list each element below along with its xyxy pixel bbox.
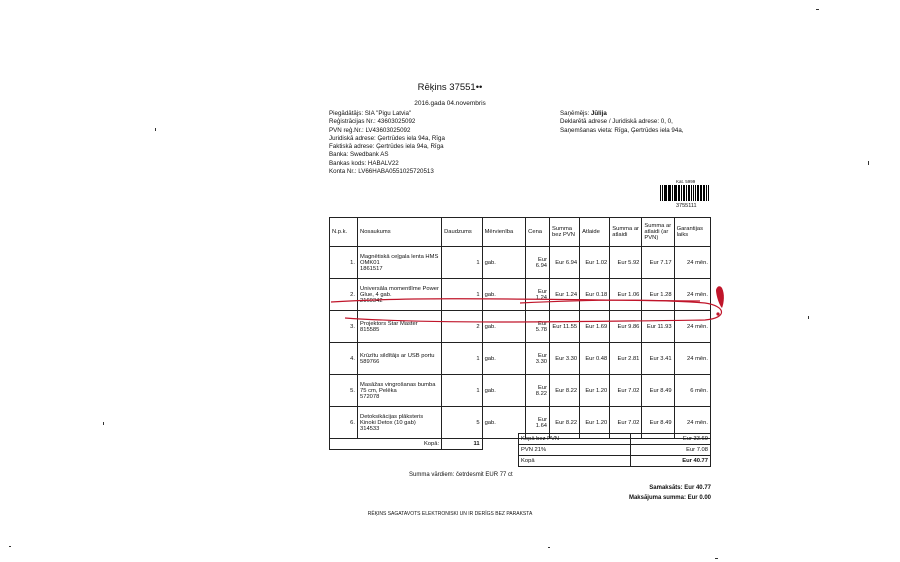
summary-value: Eur 7.08 <box>630 445 710 456</box>
supplier-line: PVN reģ.Nr.: LV43603025092 <box>329 126 411 134</box>
item-discount: Eur 0.18 <box>580 279 610 311</box>
item-after-discount: Eur 7.02 <box>610 375 642 407</box>
item-price: Eur 6.94 <box>526 247 550 279</box>
row-number: 1. <box>330 247 358 279</box>
item-gross: Eur 7.17 <box>642 247 674 279</box>
item-discount: Eur 1.20 <box>580 407 610 439</box>
item-unit: gab. <box>482 375 526 407</box>
scan-speck <box>715 558 718 559</box>
item-warranty: 24 mēn. <box>674 311 710 343</box>
item-price: Eur 1.64 <box>526 407 550 439</box>
total-label: Kopā: <box>330 439 442 450</box>
scan-speck <box>868 161 869 165</box>
summary-label: Kopā bez PVN <box>519 434 631 445</box>
supplier-line: Konta Nr.: LV66HABA0551025720513 <box>329 168 434 176</box>
summary-label: Kopā <box>519 456 631 467</box>
item-warranty: 24 mēn. <box>674 279 710 311</box>
scan-speck <box>9 546 11 547</box>
item-gross: Eur 3.41 <box>642 343 674 375</box>
scan-speck <box>103 422 104 425</box>
barcode-kat: Kat. 5999 <box>676 179 696 184</box>
col-header: Mērvienība <box>482 218 526 247</box>
item-after-discount: Eur 9.86 <box>610 311 642 343</box>
item-gross: Eur 8.49 <box>642 407 674 439</box>
item-discount: Eur 0.48 <box>580 343 610 375</box>
footer-note: RĒĶINS SAGATAVOTS ELEKTRONISKI UN IR DERĪGS BEZ PARAKSTA <box>367 511 533 517</box>
receiver-label: Saņēmējs: <box>560 110 591 117</box>
scan-speck <box>155 128 156 131</box>
item-net: Eur 6.94 <box>550 247 580 279</box>
col-header: Summa bez PVN <box>550 218 580 247</box>
total-qty: 11 <box>442 439 482 450</box>
col-header: Summa ar atlaidi <box>610 218 642 247</box>
col-header: Nosaukums <box>358 218 442 247</box>
row-number: 4. <box>330 343 358 375</box>
supplier-line: Faktiskā adrese: Ģertrūdes iela 94a, Rīga <box>329 143 444 151</box>
item-qty: 5 <box>442 407 482 439</box>
scan-speck <box>548 547 550 548</box>
receiver-line: Deklarētā adrese / Juridiskā adrese: 0, 0, <box>560 118 673 126</box>
item-price: Eur 3.30 <box>526 343 550 375</box>
row-number: 2. <box>330 279 358 311</box>
annotation-exclamation <box>716 286 724 308</box>
summary-value: Eur 40.77 <box>630 456 710 467</box>
item-net: Eur 8.22 <box>550 407 580 439</box>
item-after-discount: Eur 2.81 <box>610 343 642 375</box>
scan-speck <box>816 9 819 10</box>
col-header: Garantijas laiks <box>674 218 710 247</box>
to-pay-amount: Maksājuma summa: Eur 0.00 <box>628 495 711 501</box>
supplier-line: Reģistrācijas Nr.: 43603025092 <box>329 118 416 126</box>
row-number: 6. <box>330 407 358 439</box>
item-net: Eur 8.22 <box>550 375 580 407</box>
supplier-line: Juridiskā adrese: Ģertrūdes iela 94a, Rīga <box>329 134 445 142</box>
invoice-title: Rēķins 37551•• <box>417 82 483 93</box>
item-net: Eur 3.30 <box>550 343 580 375</box>
col-header: Daudzums <box>442 218 482 247</box>
item-discount: Eur 1.02 <box>580 247 610 279</box>
item-price: Eur 5.78 <box>526 311 550 343</box>
item-unit: gab. <box>482 311 526 343</box>
col-header: Summa ar atlaidi (ar PVN) <box>642 218 674 247</box>
item-unit: gab. <box>482 279 526 311</box>
item-name: Universāla momentlīme Power Glue, 4 gab. 2169342 <box>358 279 442 311</box>
annotation-dot <box>716 312 719 315</box>
item-name: Detoksikācijas plāksteris Kinoki Detox (10 gab) 314533 <box>358 407 442 439</box>
item-qty: 1 <box>442 247 482 279</box>
item-name: Masāžas vingrošanas bumba 75 cm, Pelēka 572078 <box>358 375 442 407</box>
item-gross: Eur 8.49 <box>642 375 674 407</box>
barcode-number: 3755111 <box>676 203 697 209</box>
item-discount: Eur 1.69 <box>580 311 610 343</box>
item-unit: gab. <box>482 247 526 279</box>
row-number: 5. <box>330 375 358 407</box>
paid-amount: Samaksāts: Eur 40.77 <box>649 485 711 491</box>
amount-in-words: Summa vārdiem: četrdesmit EUR 77 ct <box>409 472 513 478</box>
invoice-date: 2016.gada 04.novembris <box>414 100 486 107</box>
item-warranty: 6 mēn. <box>674 375 710 407</box>
item-gross: Eur 1.28 <box>642 279 674 311</box>
item-name: Projektors Star Master 815585 <box>358 311 442 343</box>
item-gross: Eur 11.93 <box>642 311 674 343</box>
item-net: Eur 11.55 <box>550 311 580 343</box>
item-name: Krūzītu sildītājs ar USB portu 589766 <box>358 343 442 375</box>
summary-value: Eur 33.69 <box>630 434 710 445</box>
item-after-discount: Eur 7.02 <box>610 407 642 439</box>
item-price: Eur 1.24 <box>526 279 550 311</box>
scan-speck <box>808 316 809 319</box>
col-header: N.p.k. <box>330 218 358 247</box>
receiver-name: Jūlija <box>590 110 607 117</box>
col-header: Atlaide <box>580 218 610 247</box>
item-net: Eur 1.24 <box>550 279 580 311</box>
supplier-line: Banka: Swedbank AS <box>329 151 389 159</box>
item-price: Eur 8.22 <box>526 375 550 407</box>
supplier-line: Bankas kods: HABALV22 <box>329 159 399 167</box>
receiver-line: Saņemšanas vieta: Rīga, Ģertrūdes iela 94a, <box>560 126 684 134</box>
item-qty: 1 <box>442 375 482 407</box>
item-discount: Eur 1.20 <box>580 375 610 407</box>
item-after-discount: Eur 1.06 <box>610 279 642 311</box>
item-qty: 1 <box>442 343 482 375</box>
item-warranty: 24 mēn. <box>674 407 710 439</box>
summary-label: PVN 21% <box>519 445 631 456</box>
annotation-ellipse <box>345 300 722 322</box>
item-qty: 1 <box>442 279 482 311</box>
item-after-discount: Eur 5.92 <box>610 247 642 279</box>
item-name: Magnētiskā ceļgala lenta HMS OMK01 1861517 <box>358 247 442 279</box>
item-warranty: 24 mēn. <box>674 247 710 279</box>
item-unit: gab. <box>482 407 526 439</box>
col-header: Cena <box>526 218 550 247</box>
item-qty: 2 <box>442 311 482 343</box>
row-number: 3. <box>330 311 358 343</box>
supplier-line: Piegādātājs: SIA "Pigu Latvia" <box>329 110 412 117</box>
item-unit: gab. <box>482 343 526 375</box>
item-warranty: 24 mēn. <box>674 343 710 375</box>
